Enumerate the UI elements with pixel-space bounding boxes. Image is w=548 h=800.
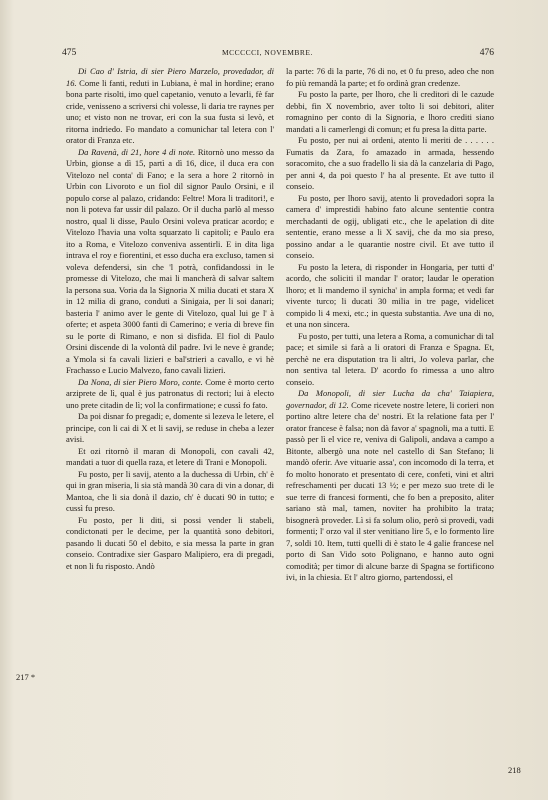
paragraph-text: Da poi disnar fo pregadi; e, domente si lezeva le letere, el principe, con li cai di X et li savij, se reduse in cheba a lezer avisi. bbox=[66, 411, 274, 444]
paragraph-text: Come è morto certo arziprete de lì, qual è jus patronatus di rectori; lui à electo uno prete citadin de lì; vol la confirmatione; e cussì fo fato. bbox=[66, 376, 274, 410]
right-column bbox=[286, 66, 494, 786]
paragraph bbox=[66, 446, 274, 469]
paragraph-heading: Da Nona, di sier Piero Moro, conte. bbox=[78, 376, 203, 387]
paragraph bbox=[286, 135, 494, 193]
right-page-number: 476 bbox=[479, 48, 494, 58]
paragraph-text: Come ricevete nostre letere, li corieri non portino altre letere cha de' nostri. Et la relatione fata per l' orator francese è falsa; non dà favor a' spagnoli, ma a tutti. E passò per lì el vice re, veniva di Galipoli, andava a campo a Bitonte, albergò una note nel castello di San Stefano; li mandò oferir. Ave vituarie assa', con incomodo di la terra, et fo molto honorato et presentato di cere, confeti, vini et altri refreschamenti per ducati 13 ½; e per mezo suo trete di le sue terre di francesi formenti, che fo ben a preposito, aliter sariano stà mal, tamen, noviter ha prohibito la trata; bisognerà proveder. Lì si fa solum olio, però si provedi, vadi formenti; l' orzo val il ster venitiano lire 5, e lo formento lire 7, soldi 10. Item, tutti quelli di è stato le 4 galie francese nel porto di San Vido soto Polignano, e hanno auto ogni comodità; per timor di alcune barze di Spagna se fortificono ivi, in la chiesia. Et l' altro giorno, partendossi, el bbox=[286, 399, 494, 582]
paragraph-text: la parte: 76 di la parte, 76 di no, et 0 fu preso, adeo che non fo più remandà la parte; et fo ordinà gran credenze. bbox=[286, 66, 494, 88]
left-column bbox=[66, 66, 274, 786]
paragraph bbox=[66, 411, 274, 446]
paragraph-heading: Da Ravenà, di 21, hore 4 di note. bbox=[78, 146, 196, 157]
paragraph bbox=[286, 89, 494, 135]
paragraph bbox=[66, 515, 274, 573]
paragraph-text: Fu posto, per li diti, si possi vender li stabeli, condictonati per le decime, per la quantità sono debitori, pasando li ducati 50 el debito, e sia messa la parte in gran conseio. Contradixe sier Gasparo Malipiero, era di pregadi, et non li fu risposto. Andò bbox=[66, 514, 274, 571]
paragraph bbox=[66, 66, 274, 147]
paragraph-text: Fu posto la parte, per lhoro, che li creditori di le cazude debbi, fin X novembrio, aver tolto li soi debitori, aliter romagnino per conto di la Signoria, e lhoro crediti siano mandati a li camerlengi di comun; et fu presa la ditta parte. bbox=[286, 89, 494, 134]
left-page-number: 475 bbox=[62, 48, 77, 58]
paragraph-text: Fu posto, per nui ai ordeni, atento li meriti de . . . . . . Fumatis da Zara, fo amazado in armada, hessendo soracomito, che a suo fradello li sia dà la canzelaria di Pago, per anni 4, da poi questo l' ha al presente. Et ave tutto il conseio. bbox=[286, 135, 494, 191]
paragraph bbox=[66, 377, 274, 412]
paragraph bbox=[66, 147, 274, 377]
margin-column-number: 217 * bbox=[16, 672, 36, 682]
paragraph bbox=[286, 331, 494, 389]
paragraph bbox=[286, 66, 494, 89]
paragraph-text: Fu posto, per lhoro savij, atento li provedadori sopra la camera d' imprestidi habino fato alcune sententie contra merchadanti de ogij, ubligati etc., che le apelation di dite sententie, erano messe a li X savij, che da mo sia preso, possino andar a le quarantie nostre civil. Et ave tutto il conseio. bbox=[286, 192, 494, 260]
paragraph-text: Et ozi ritornò il maran di Monopoli, con cavali 42, mandati a tuor di quella raza, et letere di Trani e Monopoli. bbox=[66, 445, 274, 467]
paragraph bbox=[286, 262, 494, 331]
paragraph-heading: Da Monopoli, di sier Lucha da cha' Taiapiera, governador, di 12. bbox=[286, 388, 494, 410]
paragraph bbox=[286, 388, 494, 584]
paragraph bbox=[66, 469, 274, 515]
paragraph bbox=[286, 193, 494, 262]
paragraph-text: Fu posto, per li savij, atento a la duchessa di Urbin, ch' è qui in gran miseria, li sia stà mandà 30 cara di vin a donar, di Mantoa, che li sia donà il dazio, ch' è ducati 90 in tutto; e cussì fu preso. bbox=[66, 468, 274, 513]
paragraph-text: Fu posto, per tutti, una letera a Roma, a comunichar di tal pace; et simile si farà a li oratori di Franza e Spagna. Et, perchè ne era disputation tra li altri, Jo voleva parlar, che non sentiva tal letera. D' acordo fo rimessa a uno altro conseio. bbox=[286, 330, 494, 387]
paragraph-heading: Di Cao d' Istria, di sier Piero Marzelo, provedador, di 16. bbox=[66, 66, 274, 88]
paragraph-text: Ritornò uno messo da Urbin, gionse a dì 15, partì a dì 16, dice, il duca era con Vitelozo nel conta' di Fano; e la sera a hore 2 ritornò in Urbin con Livoroto e un fiol dil signor Paulo Orsini, e il populo corse al palazo, cridando: Feltre! Mora li traditori!, e non li poteva far ussir dil palazo. Or il ducha parlò al messo nostro, qual li disse, Paulo Orsini voleva praticar acordo; e Vitelozo l'havia una volta squarzato li capitoli; e Paulo era ito a Roma, e Vitelozo conveniva assentirli. E in dita liga intrava el roy e fiorentini, et esso ducha era excluso, tamen si voleva defendersi, sin che 'l potrà, confidandossi in le promesse di Vitelozo, che mai li mancherà di salvar saltem la persona sua. Voria da la Signoria X milia ducati et stara X in 12 milia di grano, conduti a Sinigaia, per li soi danari; basteria l' animo aver le gente di Vitelozo, qual lui ge l' à oferte; et aspeta 3000 fanti di Camerino; e veria di breve fin su le porte di Rimano, e non si disfida. El fiol di Paulo Orsini discende di la volontà dil padre. Ivi le neve è grande; a Ymola si fa cavali lizieri e bal'strieri a cavallo, e vi hè Frachasso e Lucio Malvezo, fano cavali lizieri. bbox=[66, 146, 274, 375]
running-head: MCCCCCI, NOVEMBRE. bbox=[222, 48, 313, 57]
margin-column-number: 218 bbox=[508, 765, 521, 775]
page-header bbox=[62, 46, 494, 60]
paragraph-text: Fu posto la letera, di risponder in Hongaria, per tutti d' acordo, che soliciti il mandar l' orator; laudar le operation lhoro; et li mandemo il synicha' in ampla forma; et vedi far vivente turco; li ducati 30 milia in tre page, videlicet compido li 4 mexi, etc.; in questa substantia. Ave una di no, et una non sincera. bbox=[286, 261, 494, 329]
paragraph-text: Come li fanti, reduti in Lubiana, è mal in hordine; erano bona parte risolti, imo quel capetanio, venuto a levarli, fè far cride, venisseno a scriversi chi volesse, li daria tre raynes per uno; et visto non ne trovar, eri con la sua fusta si levò, et ritorna indriedo. Fo mandato a comunichar tal letera con l' orator di Franza etc. bbox=[66, 77, 274, 145]
